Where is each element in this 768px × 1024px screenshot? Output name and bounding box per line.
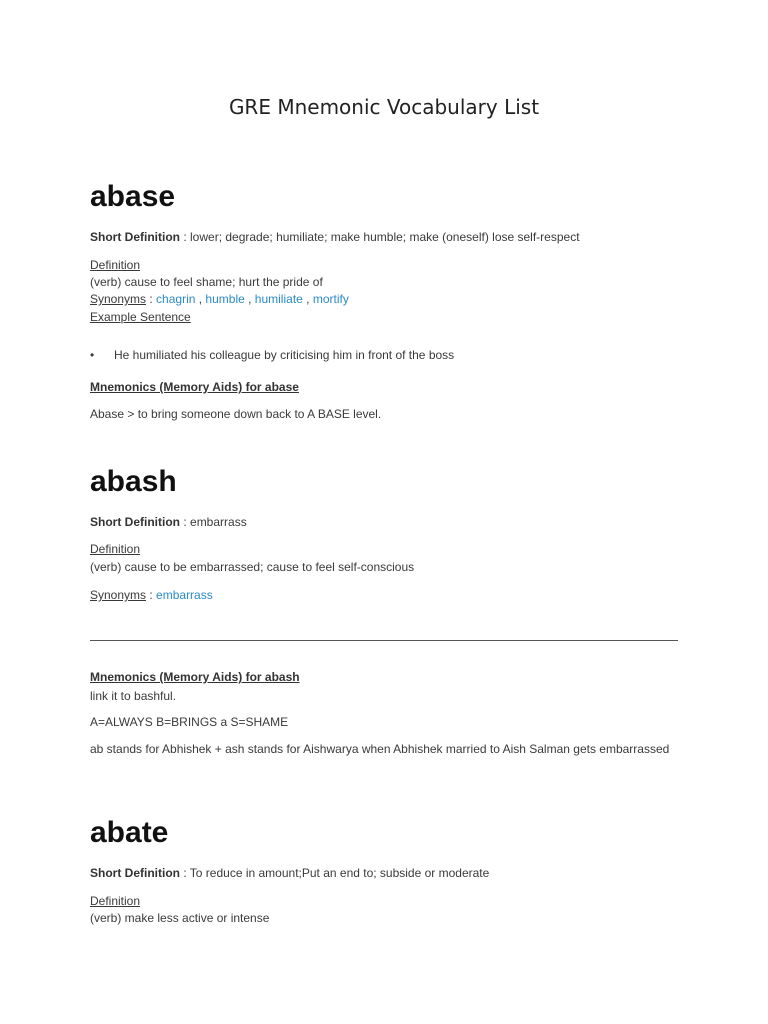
synonym-link-embarrass[interactable]: embarrass xyxy=(156,588,213,602)
definition-text-abase: (verb) cause to feel shame; hurt the pride of xyxy=(90,275,323,289)
synonym-link-humiliate[interactable]: humiliate xyxy=(254,292,303,306)
mnemonic-text-abash-3: ab stands for Abhishek + ash stands for Aishwarya when Abhishek married to Aish Salman gets embarrassed xyxy=(90,742,670,756)
mnemonic-text-abash-2: A=ALWAYS B=BRINGS a S=SHAME xyxy=(90,715,289,729)
page-title: GRE Mnemonic Vocabulary List xyxy=(228,95,540,119)
synonyms-abash: Synonyms : embarrass xyxy=(90,588,213,602)
example-sentence-label-abase: Example Sentence xyxy=(90,310,191,324)
synonyms-label: Synonyms xyxy=(90,588,147,602)
short-definition-abate: Short Definition : To reduce in amount;Put an end to; subside or moderate xyxy=(90,866,490,880)
word-heading-abase: abase xyxy=(90,180,176,213)
bullet-dot: • xyxy=(90,348,95,362)
word-heading-abash: abash xyxy=(90,465,177,498)
short-definition-label: Short Definition xyxy=(90,230,180,244)
short-definition-label: Short Definition xyxy=(90,866,180,880)
definition-text-abash: (verb) cause to be embarrassed; cause to feel self-conscious xyxy=(90,560,415,574)
word-heading-abate: abate xyxy=(90,816,169,849)
horizontal-divider xyxy=(90,640,678,641)
example-sentence-abase: He humiliated his colleague by criticising him in front of the boss xyxy=(114,348,455,362)
definition-text-abate: (verb) make less active or intense xyxy=(90,911,270,925)
synonym-link-chagrin[interactable]: chagrin xyxy=(156,292,196,306)
definition-label-abate: Definition xyxy=(90,894,141,908)
short-definition-abase: Short Definition : lower; degrade; humiliate; make humble; make (oneself) lose self-respect xyxy=(90,230,580,244)
mnemonic-text-abase: Abase > to bring someone down back to A BASE level. xyxy=(90,407,382,421)
short-definition-text: embarrass xyxy=(190,515,247,529)
synonym-link-humble[interactable]: humble xyxy=(205,292,245,306)
short-definition-text: lower; degrade; humiliate; make humble; make (oneself) lose self-respect xyxy=(190,230,580,244)
short-definition-label: Short Definition xyxy=(90,515,180,529)
synonyms-label: Synonyms xyxy=(90,292,147,306)
definition-label-abash: Definition xyxy=(90,542,141,556)
definition-label-abase: Definition xyxy=(90,258,141,272)
synonyms-abase: Synonyms : chagrin , humble , humiliate , mortify xyxy=(90,292,349,306)
short-definition-abash: Short Definition : embarrass xyxy=(90,515,247,529)
mnemonics-heading-abash: Mnemonics (Memory Aids) for abash xyxy=(90,670,300,684)
short-definition-text: To reduce in amount;Put an end to; subside or moderate xyxy=(189,866,490,880)
mnemonic-text-abash-1: link it to bashful. xyxy=(90,689,177,703)
mnemonics-heading-abase: Mnemonics (Memory Aids) for abase xyxy=(90,380,299,394)
synonym-link-mortify[interactable]: mortify xyxy=(312,292,349,306)
